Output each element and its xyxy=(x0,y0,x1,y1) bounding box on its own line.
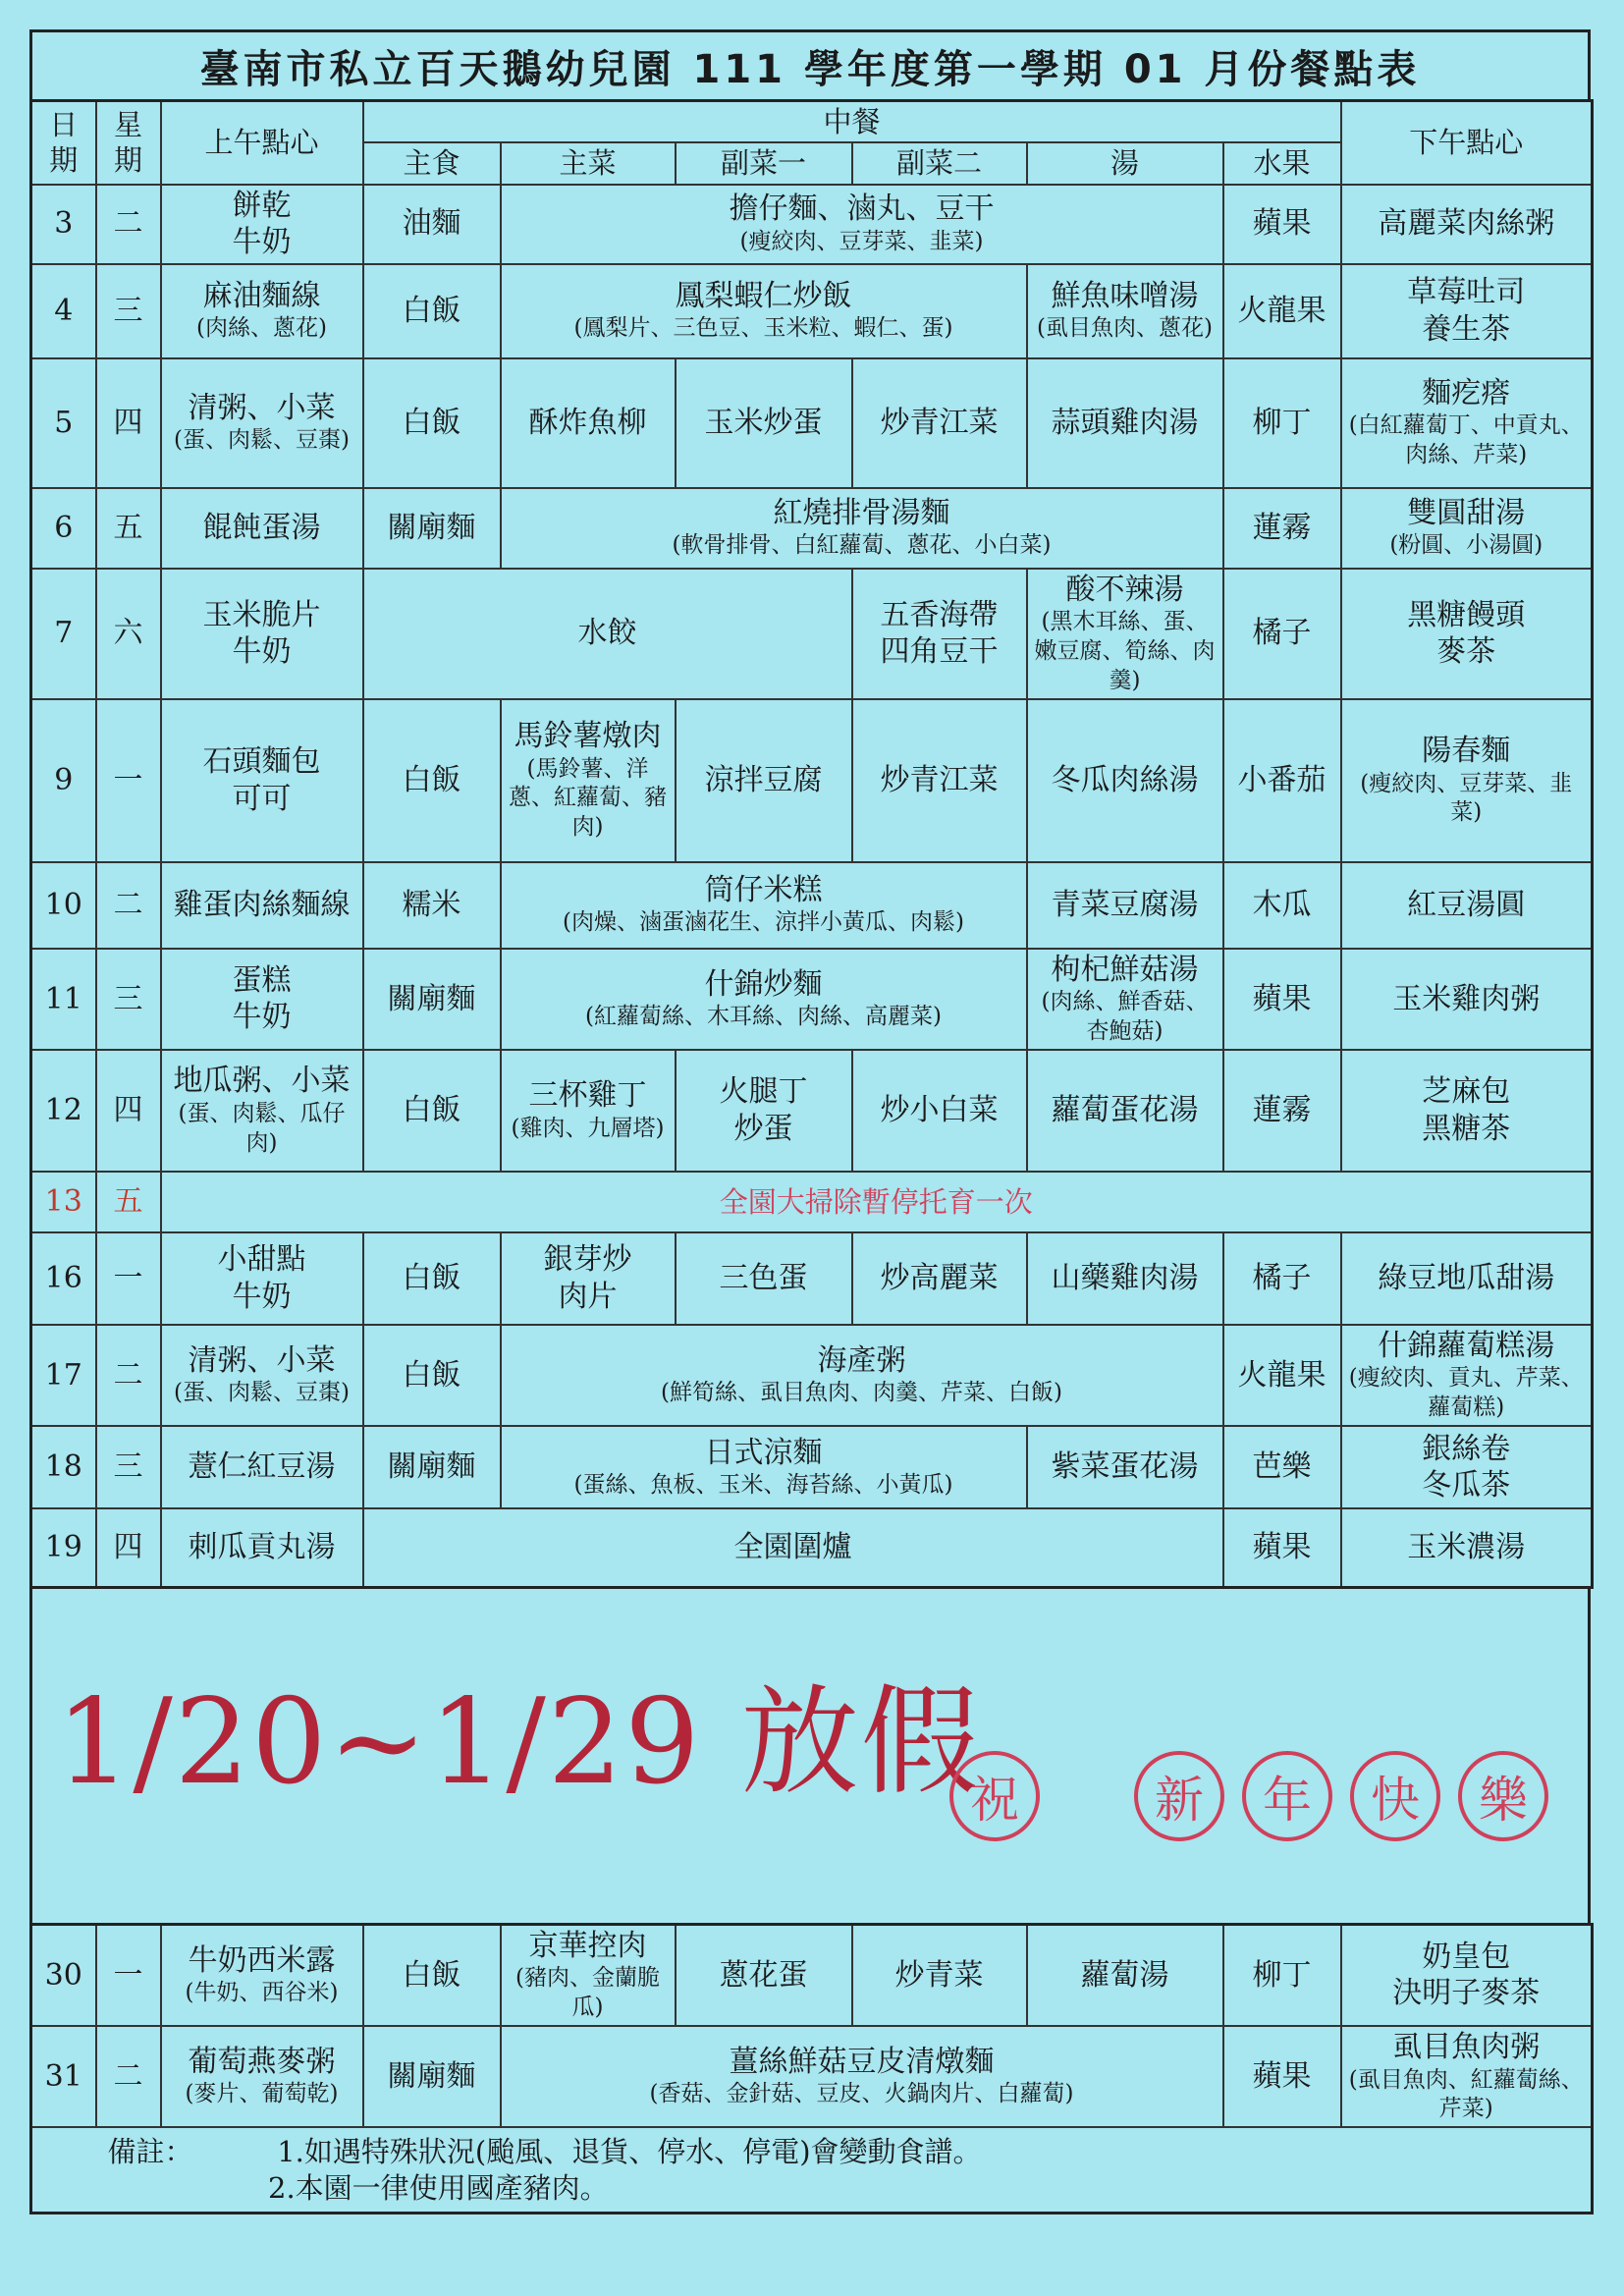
cell-lunch-dish-detail: (蛋絲、魚板、玉米、海苔絲、小黃瓜) xyxy=(573,1472,953,1499)
cell-soup: 酸不辣湯 (黑木耳絲、蛋、嫩豆腐、筍絲、肉羹) xyxy=(1027,569,1223,699)
cell-main-detail: (雞肉、九層塔) xyxy=(511,1115,665,1141)
cell-pm-snack: 銀絲卷 冬瓜茶 xyxy=(1341,1426,1593,1508)
cell-am-snack: 餅乾 牛奶 xyxy=(161,185,363,264)
cell-lunch-dish: 海產粥 (鮮筍絲、虱目魚肉、肉羹、芹菜、白飯) xyxy=(501,1325,1223,1426)
cell-soup: 枸杞鮮菇湯 (肉絲、鮮香菇、杏鮑菇) xyxy=(1027,949,1223,1050)
cell-fruit: 柳丁 xyxy=(1223,358,1341,488)
cell-staple: 關廟麵 xyxy=(363,949,501,1050)
new-year-greeting xyxy=(949,1751,1548,1841)
cell-fruit: 火龍果 xyxy=(1223,264,1341,358)
cell-fruit: 蘋果 xyxy=(1223,1508,1341,1587)
header-soup: 湯 xyxy=(1027,142,1223,184)
cell-fruit: 芭樂 xyxy=(1223,1426,1341,1508)
cell-am-snack: 麻油麵線 (肉絲、蔥花) xyxy=(161,264,363,358)
greeting-seal: 新 xyxy=(1134,1751,1224,1841)
cell-weekday: 四 xyxy=(96,358,161,488)
cell-pm-snack: 芝麻包 黑糖茶 xyxy=(1341,1050,1593,1172)
cell-soup: 蘿蔔湯 xyxy=(1027,1924,1223,2026)
cell-fruit: 蘋果 xyxy=(1223,2026,1341,2127)
cell-lunch-dish-detail: (肉燥、滷蛋滷花生、涼拌小黃瓜、肉鬆) xyxy=(563,909,964,936)
holiday-notice: 1/20~1/29 放假 xyxy=(56,1673,981,1811)
cell-am-snack-detail: (蛋、肉鬆、豆棗) xyxy=(174,1380,350,1406)
cell-fruit: 蘋果 xyxy=(1223,185,1341,264)
header-am-snack: 上午點心 xyxy=(161,101,363,185)
table-row xyxy=(31,488,1593,569)
cell-side1: 三色蛋 xyxy=(676,1232,852,1325)
header-weekday: 星期 xyxy=(96,101,161,185)
cell-weekday: 一 xyxy=(96,699,161,862)
cell-date: 19 xyxy=(31,1508,96,1587)
cell-weekday: 二 xyxy=(96,862,161,949)
cell-fruit: 火龍果 xyxy=(1223,1325,1341,1426)
cell-pm-snack: 陽春麵 (瘦絞肉、豆芽菜、韭菜) xyxy=(1341,699,1593,862)
page-title: 臺南市私立百天鵝幼兒園 111 學年度第一學期 01 月份餐點表 xyxy=(29,29,1591,99)
cell-weekday: 三 xyxy=(96,1426,161,1508)
cell-pm-snack: 玉米雞肉粥 xyxy=(1341,949,1593,1050)
cell-date: 5 xyxy=(31,358,96,488)
cell-am-snack: 小甜點 牛奶 xyxy=(161,1232,363,1325)
table-row xyxy=(31,264,1593,358)
cell-soup: 蒜頭雞肉湯 xyxy=(1027,358,1223,488)
greeting-seal: 樂 xyxy=(1458,1751,1548,1841)
cell-main: 銀芽炒 肉片 xyxy=(501,1232,676,1325)
cell-date: 18 xyxy=(31,1426,96,1508)
cell-lunch-dish-detail: (鮮筍絲、虱目魚肉、肉羹、芹菜、白飯) xyxy=(661,1380,1062,1406)
cell-closure-notice: 全園大掃除暫停托育一次 xyxy=(161,1172,1593,1232)
cell-fruit: 木瓜 xyxy=(1223,862,1341,949)
cell-main-detail: (馬鈴薯、洋蔥、紅蘿蔔、豬肉) xyxy=(509,755,667,841)
note-line-1: 1.如遇特殊狀況(颱風、退貨、停水、停電)會變動食譜。 xyxy=(277,2135,982,2169)
cell-am-snack: 地瓜粥、小菜 (蛋、肉鬆、瓜仔肉) xyxy=(161,1050,363,1172)
cell-staple: 白飯 xyxy=(363,264,501,358)
notes-row xyxy=(31,2127,1593,2213)
cell-staple: 關廟麵 xyxy=(363,1426,501,1508)
cell-pm-snack: 草莓吐司 養生茶 xyxy=(1341,264,1593,358)
cell-staple: 關廟麵 xyxy=(363,488,501,569)
cell-staple: 白飯 xyxy=(363,1232,501,1325)
cell-side2: 炒青菜 xyxy=(852,1924,1027,2026)
notes-label: 備註： xyxy=(107,2135,193,2169)
note-line-2: 2.本園一律使用國產豬肉。 xyxy=(268,2170,609,2205)
cell-weekday: 一 xyxy=(96,1924,161,2026)
cell-weekday: 二 xyxy=(96,185,161,264)
cell-staple: 白飯 xyxy=(363,358,501,488)
cell-date: 10 xyxy=(31,862,96,949)
menu-table-end-of-month xyxy=(29,1923,1594,2214)
cell-weekday: 三 xyxy=(96,949,161,1050)
cell-soup: 蘿蔔蛋花湯 xyxy=(1027,1050,1223,1172)
cell-soup: 鮮魚味噌湯 (虱目魚肉、蔥花) xyxy=(1027,264,1223,358)
cell-staple: 白飯 xyxy=(363,699,501,862)
cell-side1: 玉米炒蛋 xyxy=(676,358,852,488)
cell-side1: 蔥花蛋 xyxy=(676,1924,852,2026)
cell-pm-snack-detail: (虱目魚肉、紅蘿蔔絲、芹菜) xyxy=(1348,2066,1584,2122)
cell-pm-snack-detail: (粉圓、小湯圓) xyxy=(1389,532,1543,559)
cell-date: 13 xyxy=(31,1172,96,1232)
cell-main: 京華控肉 (豬肉、金蘭脆瓜) xyxy=(501,1924,676,2026)
cell-lunch-dish: 擔仔麵、滷丸、豆干 (瘦絞肉、豆芽菜、韭菜) xyxy=(501,185,1223,264)
cell-lunch-dish: 日式涼麵 (蛋絲、魚板、玉米、海苔絲、小黃瓜) xyxy=(501,1426,1027,1508)
table-row xyxy=(31,1232,1593,1325)
cell-fruit: 橘子 xyxy=(1223,569,1341,699)
cell-pm-snack-detail: (白紅蘿蔔丁、中貢丸、肉絲、芹菜) xyxy=(1348,412,1584,468)
cell-pm-snack: 紅豆湯圓 xyxy=(1341,862,1593,949)
cell-date: 17 xyxy=(31,1325,96,1426)
cell-pm-snack: 高麗菜肉絲粥 xyxy=(1341,185,1593,264)
cell-side2: 炒高麗菜 xyxy=(852,1232,1027,1325)
cell-am-snack: 刺瓜貢丸湯 xyxy=(161,1508,363,1587)
cell-date: 7 xyxy=(31,569,96,699)
cell-staple: 油麵 xyxy=(363,185,501,264)
cell-pm-snack: 黑糖饅頭 麥茶 xyxy=(1341,569,1593,699)
table-row xyxy=(31,1426,1593,1508)
cell-weekday: 五 xyxy=(96,1172,161,1232)
cell-side2: 五香海帶 四角豆干 xyxy=(852,569,1027,699)
cell-am-snack: 清粥、小菜 (蛋、肉鬆、豆棗) xyxy=(161,1325,363,1426)
cell-pm-snack: 綠豆地瓜甜湯 xyxy=(1341,1232,1593,1325)
cell-am-snack: 薏仁紅豆湯 xyxy=(161,1426,363,1508)
cell-pm-snack: 奶皇包 決明子麥茶 xyxy=(1341,1924,1593,2026)
header-staple: 主食 xyxy=(363,142,501,184)
cell-pm-snack: 什錦蘿蔔糕湯 (瘦絞肉、貢丸、芹菜、蘿蔔糕) xyxy=(1341,1325,1593,1426)
cell-weekday: 二 xyxy=(96,2026,161,2127)
cell-am-snack-detail: (麥片、葡萄乾) xyxy=(185,2081,339,2107)
cell-fruit: 蘋果 xyxy=(1223,949,1341,1050)
cell-am-snack: 牛奶西米露 (牛奶、西谷米) xyxy=(161,1924,363,2026)
header-side1: 副菜一 xyxy=(676,142,852,184)
cell-am-snack-detail: (蛋、肉鬆、豆棗) xyxy=(174,427,350,454)
cell-am-snack-detail: (肉絲、蔥花) xyxy=(196,315,327,342)
cell-lunch-dish-detail: (軟骨排骨、白紅蘿蔔、蔥花、小白菜) xyxy=(672,532,1052,559)
table-row xyxy=(31,569,1593,699)
cell-am-snack: 餛飩蛋湯 xyxy=(161,488,363,569)
header-side2: 副菜二 xyxy=(852,142,1027,184)
cell-fruit: 蓮霧 xyxy=(1223,1050,1341,1172)
cell-main: 馬鈴薯燉肉 (馬鈴薯、洋蔥、紅蘿蔔、豬肉) xyxy=(501,699,676,862)
table-row xyxy=(31,358,1593,488)
table-row xyxy=(31,1325,1593,1426)
cell-main: 酥炸魚柳 xyxy=(501,358,676,488)
cell-lunch-dish: 筒仔米糕 (肉燥、滷蛋滷花生、涼拌小黃瓜、肉鬆) xyxy=(501,862,1027,949)
cell-soup: 冬瓜肉絲湯 xyxy=(1027,699,1223,862)
cell-pm-snack: 玉米濃湯 xyxy=(1341,1508,1593,1587)
cell-date: 31 xyxy=(31,2026,96,2127)
cell-lunch-event: 全園圍爐 xyxy=(363,1508,1223,1587)
header-fruit: 水果 xyxy=(1223,142,1341,184)
holiday-band xyxy=(29,1589,1591,1923)
header-pm-snack: 下午點心 xyxy=(1341,101,1593,185)
cell-fruit: 橘子 xyxy=(1223,1232,1341,1325)
cell-date: 3 xyxy=(31,185,96,264)
cell-staple: 白飯 xyxy=(363,1050,501,1172)
cell-side1: 火腿丁 炒蛋 xyxy=(676,1050,852,1172)
cell-soup-detail: (肉絲、鮮香菇、杏鮑菇) xyxy=(1041,989,1209,1045)
cell-am-snack: 蛋糕 牛奶 xyxy=(161,949,363,1050)
cell-weekday: 一 xyxy=(96,1232,161,1325)
cell-staple: 白飯 xyxy=(363,1924,501,2026)
cell-am-snack: 玉米脆片 牛奶 xyxy=(161,569,363,699)
cell-main: 三杯雞丁 (雞肉、九層塔) xyxy=(501,1050,676,1172)
cell-staple: 白飯 xyxy=(363,1325,501,1426)
cell-lunch-dish: 鳳梨蝦仁炒飯 (鳳梨片、三色豆、玉米粒、蝦仁、蛋) xyxy=(501,264,1027,358)
cell-date: 11 xyxy=(31,949,96,1050)
cell-side2: 炒青江菜 xyxy=(852,358,1027,488)
cell-fruit: 柳丁 xyxy=(1223,1924,1341,2026)
header-main: 主菜 xyxy=(501,142,676,184)
cell-am-snack: 雞蛋肉絲麵線 xyxy=(161,862,363,949)
cell-side2: 炒青江菜 xyxy=(852,699,1027,862)
table-row xyxy=(31,1050,1593,1172)
table-row xyxy=(31,949,1593,1050)
cell-am-snack: 葡萄燕麥粥 (麥片、葡萄乾) xyxy=(161,2026,363,2127)
table-row xyxy=(31,185,1593,264)
cell-fruit: 小番茄 xyxy=(1223,699,1341,862)
greeting-seal: 祝 xyxy=(949,1751,1040,1841)
table-row xyxy=(31,2026,1593,2127)
header-lunch: 中餐 xyxy=(363,101,1341,143)
menu-table xyxy=(29,99,1594,1589)
cell-main-detail: (豬肉、金蘭脆瓜) xyxy=(515,1965,660,2021)
cell-fruit: 蓮霧 xyxy=(1223,488,1341,569)
cell-pm-snack: 麵疙瘩 (白紅蘿蔔丁、中貢丸、肉絲、芹菜) xyxy=(1341,358,1593,488)
cell-soup-detail: (黑木耳絲、蛋、嫩豆腐、筍絲、肉羹) xyxy=(1034,609,1216,693)
cell-weekday: 四 xyxy=(96,1508,161,1587)
cell-staple: 關廟麵 xyxy=(363,2026,501,2127)
cell-date: 16 xyxy=(31,1232,96,1325)
cell-date: 6 xyxy=(31,488,96,569)
table-row xyxy=(31,1508,1593,1587)
cell-lunch-dish: 薑絲鮮菇豆皮清燉麵 (香菇、金針菇、豆皮、火鍋肉片、白蘿蔔) xyxy=(501,2026,1223,2127)
cell-date: 30 xyxy=(31,1924,96,2026)
cell-am-snack-detail: (牛奶、西谷米) xyxy=(185,1980,339,2006)
table-row xyxy=(31,1172,1593,1232)
cell-am-snack: 石頭麵包 可可 xyxy=(161,699,363,862)
cell-soup: 青菜豆腐湯 xyxy=(1027,862,1223,949)
cell-am-snack-detail: (蛋、肉鬆、瓜仔肉) xyxy=(178,1100,346,1156)
cell-lunch-dish-detail: (紅蘿蔔絲、木耳絲、肉絲、高麗菜) xyxy=(585,1004,942,1030)
cell-lunch-dish-detail: (瘦絞肉、豆芽菜、韭菜) xyxy=(739,228,984,254)
cell-lunch-dish-detail: (香菇、金針菇、豆皮、火鍋肉片、白蘿蔔) xyxy=(649,2081,1074,2107)
cell-soup-detail: (虱目魚肉、蔥花) xyxy=(1037,315,1213,342)
cell-weekday: 三 xyxy=(96,264,161,358)
cell-lunch-combined: 水餃 xyxy=(363,569,852,699)
table-row xyxy=(31,1924,1593,2026)
menu-sheet xyxy=(29,29,1591,2214)
cell-side2: 炒小白菜 xyxy=(852,1050,1027,1172)
table-row xyxy=(31,862,1593,949)
cell-weekday: 六 xyxy=(96,569,161,699)
cell-weekday: 二 xyxy=(96,1325,161,1426)
cell-pm-snack: 雙圓甜湯 (粉圓、小湯圓) xyxy=(1341,488,1593,569)
cell-weekday: 五 xyxy=(96,488,161,569)
cell-side1: 涼拌豆腐 xyxy=(676,699,852,862)
header-date: 日期 xyxy=(31,101,96,185)
cell-soup: 山藥雞肉湯 xyxy=(1027,1232,1223,1325)
cell-soup: 紫菜蛋花湯 xyxy=(1027,1426,1223,1508)
greeting-seal: 快 xyxy=(1350,1751,1440,1841)
cell-date: 9 xyxy=(31,699,96,862)
cell-lunch-dish-detail: (鳳梨片、三色豆、玉米粒、蝦仁、蛋) xyxy=(573,315,953,342)
cell-am-snack: 清粥、小菜 (蛋、肉鬆、豆棗) xyxy=(161,358,363,488)
cell-date: 4 xyxy=(31,264,96,358)
cell-pm-snack: 虱目魚肉粥 (虱目魚肉、紅蘿蔔絲、芹菜) xyxy=(1341,2026,1593,2127)
cell-pm-snack-detail: (瘦絞肉、貢丸、芹菜、蘿蔔糕) xyxy=(1348,1365,1584,1421)
cell-date: 12 xyxy=(31,1050,96,1172)
cell-staple: 糯米 xyxy=(363,862,501,949)
cell-weekday: 四 xyxy=(96,1050,161,1172)
greeting-seal: 年 xyxy=(1242,1751,1332,1841)
cell-pm-snack-detail: (瘦絞肉、豆芽菜、韭菜) xyxy=(1360,770,1573,826)
cell-lunch-dish: 紅燒排骨湯麵 (軟骨排骨、白紅蘿蔔、蔥花、小白菜) xyxy=(501,488,1223,569)
cell-lunch-dish: 什錦炒麵 (紅蘿蔔絲、木耳絲、肉絲、高麗菜) xyxy=(501,949,1027,1050)
table-row xyxy=(31,699,1593,862)
